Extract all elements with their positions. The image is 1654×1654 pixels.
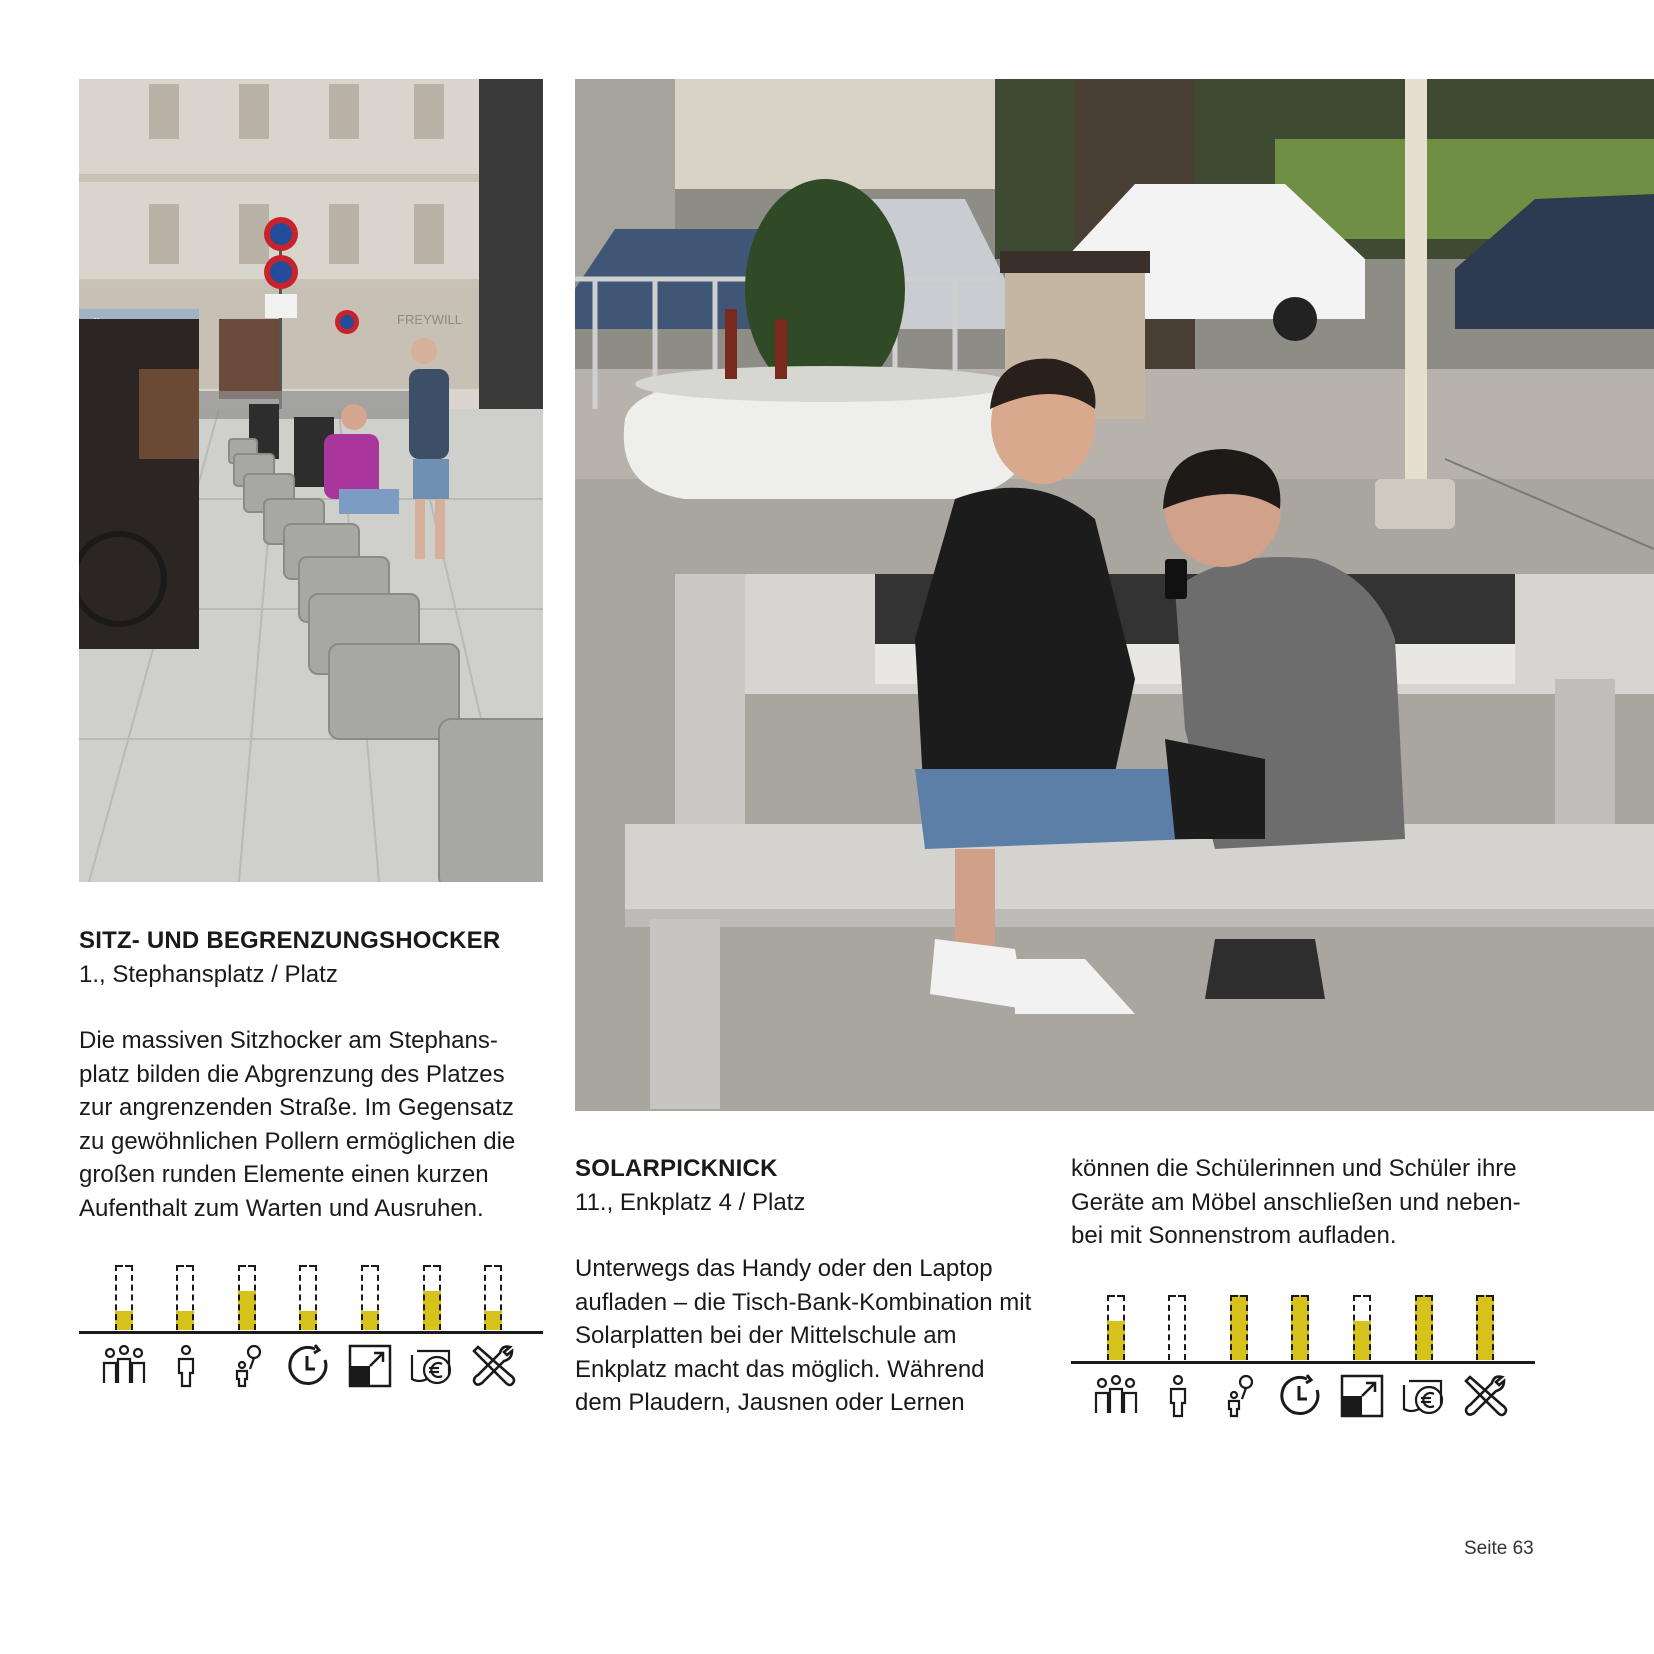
rating-icons [1071,1373,1535,1433]
rating-baseline [1071,1361,1535,1364]
group-icon [1093,1373,1139,1419]
section-title-right: SOLARPICKNICK [575,1155,778,1182]
rating-bar [1230,1295,1248,1360]
clock-icon [1277,1373,1323,1419]
rating-chart-left [79,1263,543,1403]
child-with-balloon-icon [224,1343,270,1389]
rating-bar [176,1265,194,1330]
rating-bar [1476,1295,1494,1360]
rating-bar [1168,1295,1186,1360]
rating-bar [299,1265,317,1330]
money-icon [409,1343,455,1389]
rating-bar [361,1265,379,1330]
section-body-right-col2: können die Schülerinnen und Schüler ihre Geräte am Möbel anschließen und neben- bei mit Sonnenstrom aufladen. [1071,1155,1521,1249]
photo-stephansplatz-stools [79,79,543,882]
section-body-right-col1: Unterwegs das Handy oder den Laptop aufladen – die Tisch-Bank-Kombination mit Solarplatten bei der Mittelschule am Enkplatz macht das möglich. Während dem Plaudern, Jausnen oder Lernen [575,1255,1032,1416]
rating-bar [115,1265,133,1330]
section-title-left: SITZ- UND BEGRENZUNGSHOCKER [79,927,501,954]
child-with-balloon-icon [1216,1373,1262,1419]
money-icon [1401,1373,1447,1419]
resize-icon [347,1343,393,1389]
rating-bars [1071,1293,1535,1363]
rating-bar [1291,1295,1309,1360]
group-icon [101,1343,147,1389]
clock-icon [285,1343,331,1389]
rating-bars [79,1263,543,1333]
section-subtitle-left: 1., Stephansplatz / Platz [79,961,338,988]
rating-bar [484,1265,502,1330]
rating-bar [238,1265,256,1330]
tools-icon [470,1343,516,1389]
rating-baseline [79,1331,543,1334]
person-icon [1155,1373,1201,1419]
photo-solar-picnic-table [575,79,1654,1111]
tools-icon [1462,1373,1508,1419]
rating-bar [1353,1295,1371,1360]
rating-bar [1415,1295,1433,1360]
resize-icon [1339,1373,1385,1419]
rating-bar [1107,1295,1125,1360]
shop-sign-right: FREYWILL [397,312,463,327]
page-number: Seite 63 [1464,1538,1534,1559]
rating-bar [423,1265,441,1330]
section-body-left: Die massiven Sitzhocker am Stephans- platz bilden die Abgrenzung des Platzes zur angrenzenden Straße. Im Gegensatz zu gewöhnlichen Pollern ermöglichen die großen runden Elemente einen kurzen Aufenthalt zum Warten und Ausruhen. [79,1027,516,1222]
person-icon [163,1343,209,1389]
rating-icons [79,1343,543,1403]
rating-chart-right [1071,1293,1535,1433]
section-subtitle-right: 11., Enkplatz 4 / Platz [575,1189,806,1216]
